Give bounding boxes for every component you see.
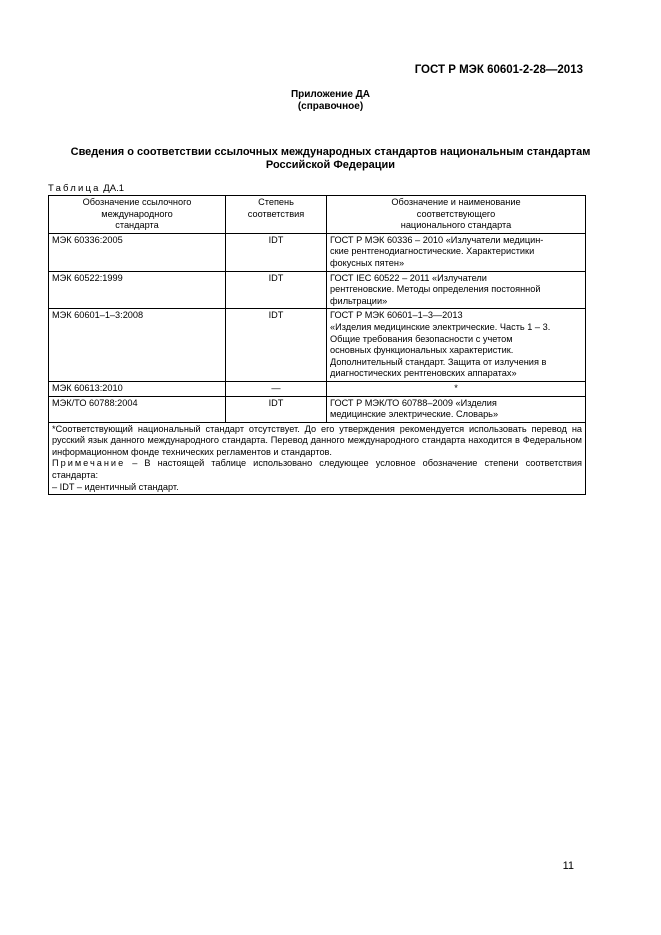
cell-reference: МЭК 60613:2010 [49, 381, 226, 396]
header-line: стандарта [115, 220, 159, 231]
cell-line: «Изделия медицинские электрические. Часть 1 – 3. [330, 321, 551, 332]
cell-line: Дополнительный стандарт. Защита от излучения в [330, 356, 547, 367]
table-label-number: ДА.1 [103, 183, 124, 194]
header-line: международного [101, 208, 173, 219]
note-text: – В настоящей таблице использовано следующее условное обозначение степени соответствия стандарта: [52, 458, 582, 481]
table-row [49, 396, 586, 422]
document-title [48, 146, 613, 172]
table-label [48, 183, 124, 194]
cell-reference: МЭК 60601–1–3:2008 [49, 309, 226, 382]
cell-reference: МЭК 60336:2005 [49, 233, 226, 271]
cell-national [327, 233, 586, 271]
cell-line: ГОСТ Р МЭК 60336 – 2010 «Излучатели медицин- [330, 234, 544, 245]
idt-definition: – IDT – идентичный стандарт. [52, 481, 179, 492]
cell-reference: МЭК/ТО 60788:2004 [49, 396, 226, 422]
annex-subtitle: (справочное) [297, 101, 364, 112]
header-international-standard [49, 196, 226, 234]
cell-line: фильтрации» [330, 295, 388, 306]
note-label: Примечание [52, 458, 126, 469]
cell-degree: IDT [226, 233, 327, 271]
document-title-line: Российской Федерации [265, 159, 396, 171]
header-line: соответствия [247, 208, 305, 219]
cell-line: ГОСТ Р МЭК/ТО 60788–2009 «Изделия [330, 397, 497, 408]
table-header-row [49, 196, 586, 234]
table-footnote [49, 422, 586, 495]
page-number: 11 [562, 860, 574, 872]
footnote-text: *Соответствующий национальный стандарт отсутствует. До его утверждения рекомендуется использовать перевод на русский язык данного международного стандарта. Перевод данного международного стандарта находится в Федеральном информационном фонде технических регламентов и стандартов. [52, 423, 582, 457]
header-line: Обозначение ссылочного [82, 197, 192, 207]
footnote-marker: * [454, 382, 458, 393]
table-row [49, 271, 586, 309]
cell-line: ГОСТ Р МЭК 60601–1–3—2013 [330, 310, 463, 321]
cell-line: рентгеновские. Методы определения постоянной [330, 284, 541, 295]
table-row [49, 309, 586, 382]
standards-table [48, 195, 586, 495]
cell-national [327, 309, 586, 382]
table-row [49, 381, 586, 396]
cell-line: диагностических рентгеновских аппаратах» [330, 368, 517, 379]
header-line: национального стандарта [400, 220, 512, 231]
header-national-standard [327, 196, 586, 234]
cell-national [327, 396, 586, 422]
cell-line: ГОСТ IEC 60522 – 2011 «Излучатели [330, 272, 487, 283]
document-title-line: Сведения о соответствии ссылочных международных стандартов национальным стандартам [70, 146, 591, 158]
table-label-prefix: Таблица [48, 183, 101, 194]
cell-degree: IDT [226, 309, 327, 382]
cell-line: Общие требования безопасности с учетом [330, 333, 513, 344]
header-line: Обозначение и наименование [391, 197, 521, 207]
cell-national [327, 271, 586, 309]
cell-reference: МЭК 60522:1999 [49, 271, 226, 309]
table-row [49, 233, 586, 271]
cell-national [327, 381, 586, 396]
document-code: ГОСТ Р МЭК 60601-2-28—2013 [414, 64, 583, 76]
header-degree [226, 196, 327, 234]
cell-degree: IDT [226, 396, 327, 422]
cell-line: фокусных пятен» [330, 257, 405, 268]
cell-degree: IDT [226, 271, 327, 309]
table-note [52, 458, 582, 481]
annex-title: Приложение ДА [290, 89, 371, 100]
table-footnote-row [49, 422, 586, 495]
cell-line: основных функциональных характеристик. [330, 345, 514, 356]
header-line: Степень [258, 197, 294, 207]
cell-degree: — [226, 381, 327, 396]
header-line: соответствующего [416, 208, 496, 219]
cell-line: медицинские электрические. Словарь» [330, 409, 499, 420]
cell-line: ские рентгенодиагностические. Характеристики [330, 246, 535, 257]
